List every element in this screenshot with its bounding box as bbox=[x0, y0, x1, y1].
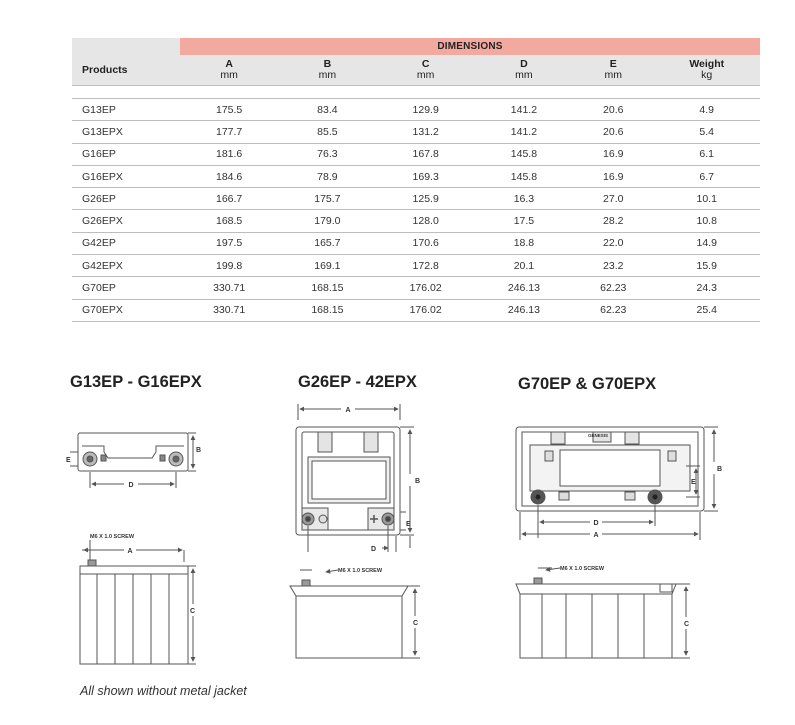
table-cell-product: G26EP bbox=[72, 188, 180, 210]
table-cell-e: 28.2 bbox=[573, 210, 653, 232]
column-unit: mm bbox=[604, 69, 622, 81]
table-cell-a: 166.7 bbox=[180, 188, 278, 210]
table-cell-product: G70EP bbox=[72, 277, 180, 299]
table-cell-weight: 10.1 bbox=[653, 188, 760, 210]
right-dim-e: E bbox=[691, 479, 696, 486]
column-label: C bbox=[421, 58, 430, 70]
table-cell-d: 141.2 bbox=[475, 99, 573, 121]
table-cell-weight: 15.9 bbox=[653, 255, 760, 277]
right-top-view bbox=[516, 427, 718, 540]
table-cell-e: 22.0 bbox=[573, 232, 653, 254]
right-side-view bbox=[516, 568, 690, 658]
table-cell-weight: 6.1 bbox=[653, 143, 760, 165]
table-cell-weight: 6.7 bbox=[653, 165, 760, 187]
table-cell-e: 23.2 bbox=[573, 255, 653, 277]
table-cell-a: 177.7 bbox=[180, 121, 278, 143]
middle-dim-b: B bbox=[415, 478, 421, 485]
table-cell-b: 78.9 bbox=[278, 165, 376, 187]
table-cell-a: 181.6 bbox=[180, 143, 278, 165]
table-cell-b: 175.7 bbox=[278, 188, 376, 210]
right-diagram-title: G70EP & G70EPX bbox=[518, 375, 657, 393]
right-dim-a: A bbox=[593, 532, 599, 539]
table-cell-e: 20.6 bbox=[573, 121, 653, 143]
table-cell-c: 170.6 bbox=[377, 232, 475, 254]
table-cell-b: 179.0 bbox=[278, 210, 376, 232]
table-cell-a: 168.5 bbox=[180, 210, 278, 232]
column-unit: mm bbox=[515, 69, 533, 81]
right-logo: GENESIS bbox=[588, 433, 609, 438]
table-cell-c: 129.9 bbox=[377, 99, 475, 121]
left-screw-note: M6 X 1.0 SCREW bbox=[90, 534, 135, 540]
table-cell-product: G70EPX bbox=[72, 299, 180, 321]
table-cell-weight: 25.4 bbox=[653, 299, 760, 321]
column-label: D bbox=[520, 58, 528, 70]
table-cell-product: G26EPX bbox=[72, 210, 180, 232]
middle-dim-c: C bbox=[413, 620, 419, 627]
table-cell-a: 199.8 bbox=[180, 255, 278, 277]
table-cell-e: 16.9 bbox=[573, 143, 653, 165]
table-cell-d: 145.8 bbox=[475, 143, 573, 165]
middle-dim-e: E bbox=[406, 521, 411, 528]
table-cell-b: 83.4 bbox=[278, 99, 376, 121]
table-cell-weight: 4.9 bbox=[653, 99, 760, 121]
table-cell-weight: 10.8 bbox=[653, 210, 760, 232]
column-label: Weight bbox=[689, 58, 725, 70]
table-cell-a: 197.5 bbox=[180, 232, 278, 254]
middle-side-view bbox=[290, 570, 420, 658]
table-cell-d: 145.8 bbox=[475, 165, 573, 187]
left-dim-d: D bbox=[128, 482, 134, 489]
column-unit: mm bbox=[416, 69, 435, 81]
table-cell-a: 330.71 bbox=[180, 299, 278, 321]
right-dim-b: B bbox=[717, 466, 723, 473]
middle-diagram-title: G26EP - 42EPX bbox=[298, 373, 417, 391]
table-cell-d: 18.8 bbox=[475, 232, 573, 254]
table-cell-d: 20.1 bbox=[475, 255, 573, 277]
table-cell-c: 176.02 bbox=[377, 299, 475, 321]
middle-top-view bbox=[296, 404, 414, 552]
table-cell-e: 20.6 bbox=[573, 99, 653, 121]
table-cell-product: G42EPX bbox=[72, 255, 180, 277]
footnote: All shown without metal jacket bbox=[80, 684, 247, 698]
middle-dim-a: A bbox=[345, 407, 351, 414]
table-cell-weight: 14.9 bbox=[653, 232, 760, 254]
table-cell-product: G13EPX bbox=[72, 121, 180, 143]
table-cell-weight: 5.4 bbox=[653, 121, 760, 143]
column-unit: kg bbox=[701, 69, 713, 81]
table-cell-d: 141.2 bbox=[475, 121, 573, 143]
column-label: A bbox=[225, 58, 233, 70]
table-cell-c: 176.02 bbox=[377, 277, 475, 299]
table-cell-b: 165.7 bbox=[278, 232, 376, 254]
left-dim-a: A bbox=[127, 548, 133, 555]
dimensions-header: DIMENSIONS bbox=[180, 38, 760, 55]
left-side-view bbox=[80, 540, 196, 664]
table-cell-b: 168.15 bbox=[278, 299, 376, 321]
table-cell-product: G16EP bbox=[72, 143, 180, 165]
table-cell-a: 330.71 bbox=[180, 277, 278, 299]
right-screw-note: M6 X 1.0 SCREW bbox=[560, 566, 605, 572]
column-unit: mm bbox=[220, 69, 238, 81]
table-cell-product: G13EP bbox=[72, 99, 180, 121]
right-dim-c: C bbox=[684, 621, 690, 628]
table-cell-e: 16.9 bbox=[573, 165, 653, 187]
left-dim-b: B bbox=[196, 447, 202, 454]
table-cell-product: G16EPX bbox=[72, 165, 180, 187]
column-label: B bbox=[323, 58, 332, 70]
table-cell-c: 169.3 bbox=[377, 165, 475, 187]
table-cell-b: 85.5 bbox=[278, 121, 376, 143]
table-cell-e: 62.23 bbox=[573, 277, 653, 299]
column-label: E bbox=[609, 58, 617, 70]
right-dim-d: D bbox=[593, 520, 599, 527]
left-dim-c: C bbox=[190, 608, 196, 615]
table-cell-a: 175.5 bbox=[180, 99, 278, 121]
middle-screw-note: M6 X 1.0 SCREW bbox=[338, 568, 383, 574]
table-cell-c: 125.9 bbox=[377, 188, 475, 210]
table-cell-d: 246.13 bbox=[475, 299, 573, 321]
table-cell-d: 17.5 bbox=[475, 210, 573, 232]
column-label: Products bbox=[82, 63, 128, 76]
left-dim-e: E bbox=[66, 457, 71, 464]
column-unit: mm bbox=[318, 69, 337, 81]
table-cell-c: 131.2 bbox=[377, 121, 475, 143]
table-cell-b: 168.15 bbox=[278, 277, 376, 299]
table-cell-e: 62.23 bbox=[573, 299, 653, 321]
table-cell-c: 172.8 bbox=[377, 255, 475, 277]
table-cell-e: 27.0 bbox=[573, 188, 653, 210]
table-cell-b: 76.3 bbox=[278, 143, 376, 165]
table-cell-c: 167.8 bbox=[377, 143, 475, 165]
table-cell-b: 169.1 bbox=[278, 255, 376, 277]
left-diagram-title: G13EP - G16EPX bbox=[70, 373, 202, 391]
table-cell-d: 16.3 bbox=[475, 188, 573, 210]
table-cell-c: 128.0 bbox=[377, 210, 475, 232]
table-cell-d: 246.13 bbox=[475, 277, 573, 299]
left-top-view bbox=[70, 433, 196, 488]
table-cell-product: G42EP bbox=[72, 232, 180, 254]
middle-dim-d: D bbox=[371, 546, 377, 553]
table-cell-weight: 24.3 bbox=[653, 277, 760, 299]
table-cell-a: 184.6 bbox=[180, 165, 278, 187]
